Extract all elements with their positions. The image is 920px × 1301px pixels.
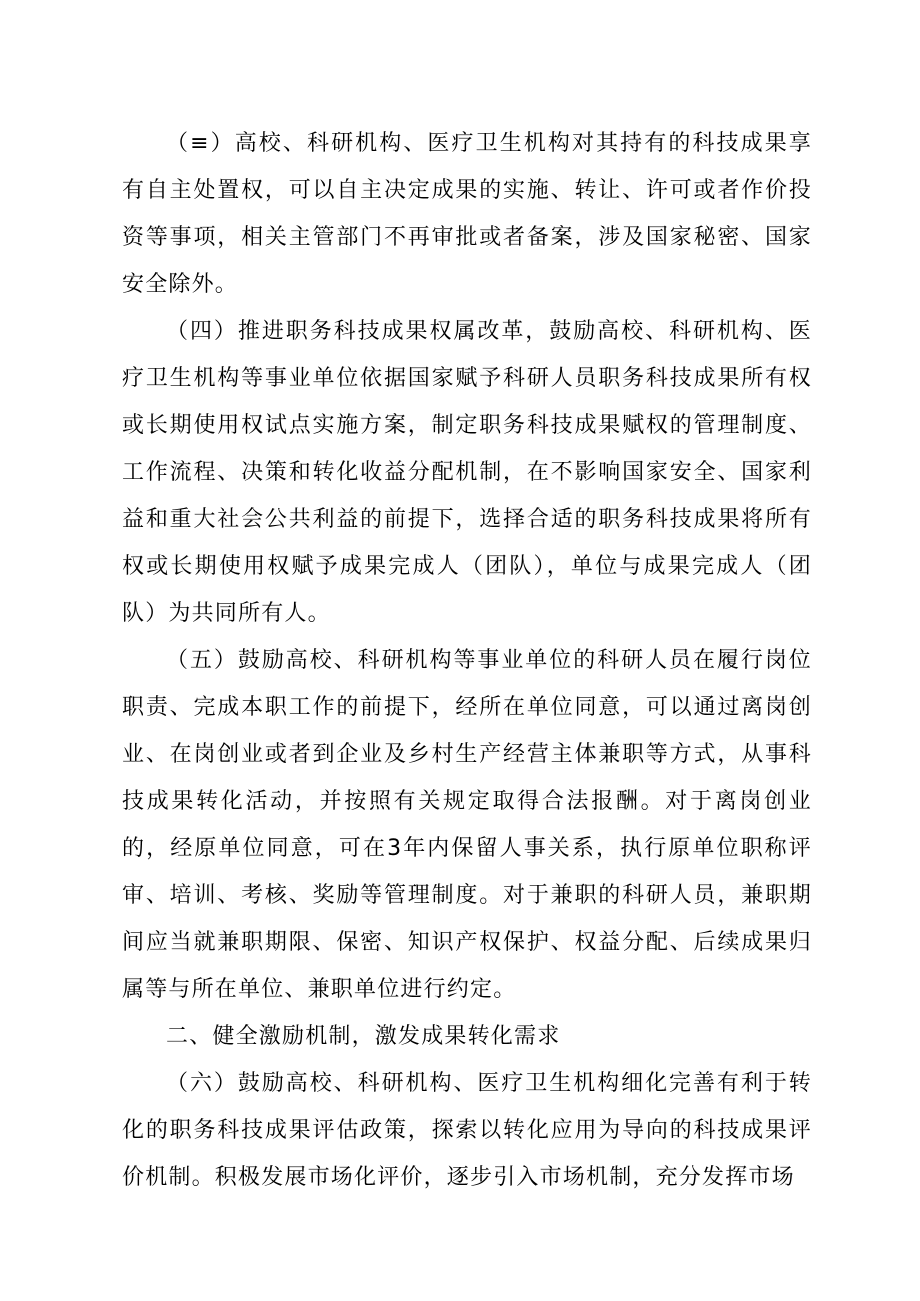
paragraph-5: （五）鼓励高校、科研机构等事业单位的科研人员在履行岗位职责、完成本职工作的前提下，经所在单位同意，可以通过离岗创业、在岗创业或者到企业及乡村生产经营主体兼职等方式，从事科技成果转化活动，并按照有关规定取得合法报酬。对于离岗创业的，经原单位同意，可在3年内保留人事关系，执行原单位职称评审、培训、考核、奖励等管理制度。对于兼职的科研人员，兼职期间应当就兼职期限、保密、知识产权保护、权益分配、后续成果归属等与所在单位、兼职单位进行约定。 [122,648,812,1002]
paragraph-6: （六）鼓励高校、科研机构、医疗卫生机构细化完善有利于转化的职务科技成果评估政策，探索以转化应用为导向的科技成果评价机制。积极发展市场化评价，逐步引入市场机制，充分发挥市场 [122,1071,812,1190]
document-page [122,120,812,1201]
section-heading: 二、健全激励机制，激发成果转化需求 [166,1024,561,1049]
paragraph-4: （四）推进职务科技成果权属改革，鼓励高校、科研机构、医疗卫生机构等事业单位依据国家赋予科研人员职务科技成果所有权或长期使用权试点实施方案，制定职务科技成果赋权的管理制度、工作流程、决策和转化收益分配机制，在不影响国家安全、国家利益和重大社会公共利益的前提下，选择合适的职务科技成果将所有权或长期使用权赋予成果完成人（团队），单位与成果完成人（团队）为共同所有人。 [122,319,812,626]
paragraph-3: （≡）高校、科研机构、医疗卫生机构对其持有的科技成果享有自主处置权，可以自主决定成果的实施、转让、许可或者作价投资等事项，相关主管部门不再审批或者备案，涉及国家秘密、国家安全除外。 [122,131,812,297]
